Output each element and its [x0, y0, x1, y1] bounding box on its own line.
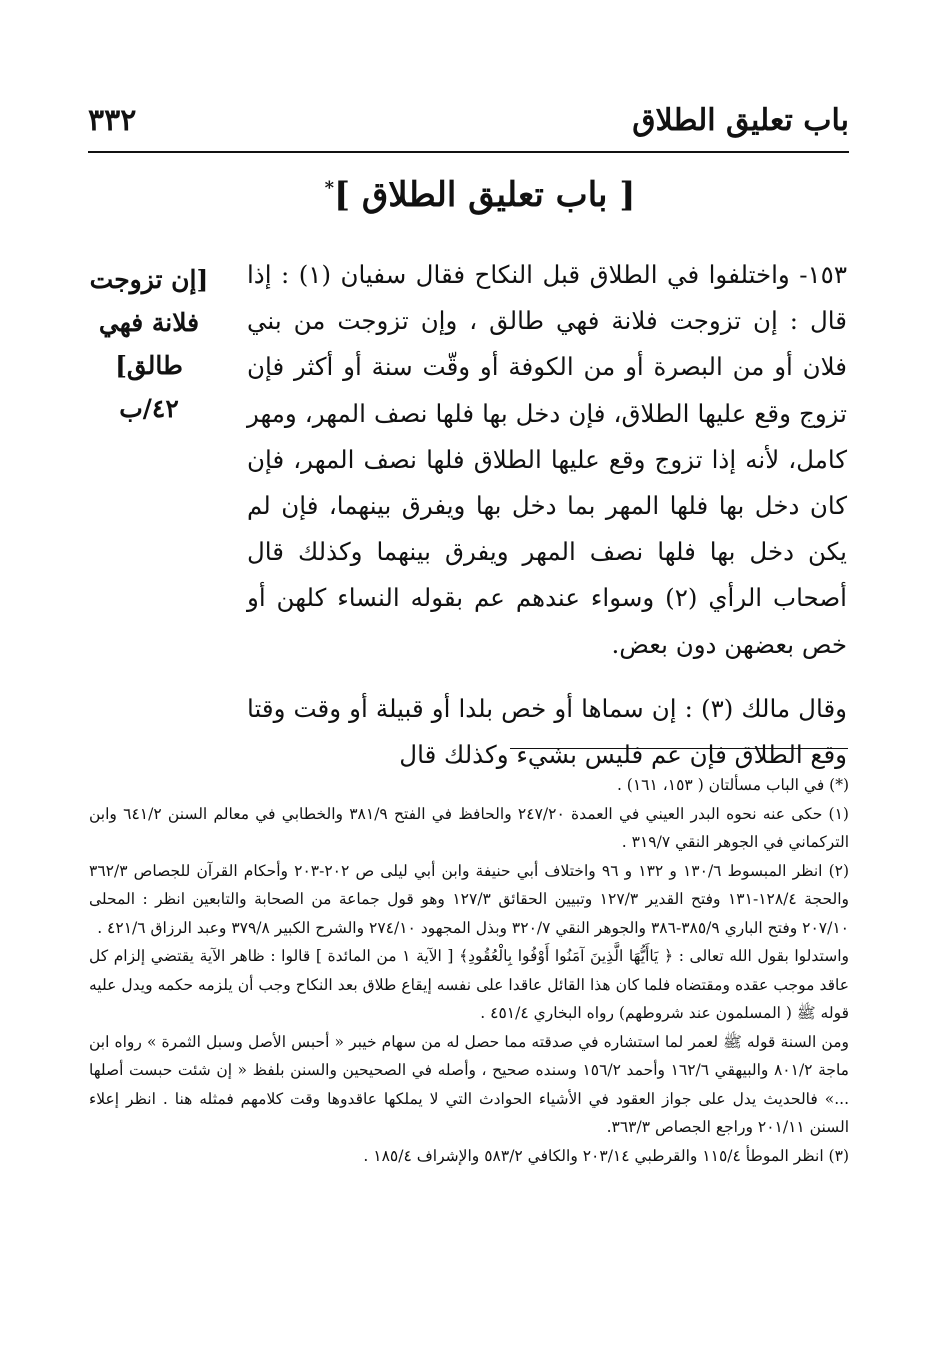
- margin-note-line: فلانة فهي: [98, 308, 200, 337]
- main-text: [247, 252, 847, 778]
- margin-note-line: [إن تزوجت: [89, 265, 209, 294]
- paragraph-153: ١٥٣- واختلفوا في الطلاق قبل النكاح فقال سفيان (١) : إذا قال : إن تزوجت فلانة فهي طالق ، وإن تزوجت من بني فلان أو من البصرة أو من الكوفة أو وقّت سنة أو أكثر فإن تزوج وقع عليها الطلاق، فإن دخل بها فلها نصف المهر، ومهر كامل، لأنه إذا تزوج وقع عليها الطلاق فلها نصف المهر، فإن كان دخل بها فلها المهر بما دخل بها ويفرق بينهما، فإن لم يكن دخل بها فلها نصف المهر ويفرق بينهما وكذلك قال أصحاب الرأي (٢) وسواء عندهم عم بقوله النساء كلهن أو خص بعضهن دون بعض.: [247, 260, 847, 659]
- footnote-2: (٢) انظر المبسوط ١٣٠/٦ و ١٣٢ و ٩٦ واختلاف أبي حنيفة وابن أبي ليلى ص ٢٠٢-٢٠٣ وأحكام القرآن للجصاص ٣٦٢/٣ والحجة ١٢٨/٤-١٣١ وفتح القدير ١٢٧/٣ وتبيين الحقائق ١٢٧/٣ وهو قول جماعة من الصحابة والتابعين انظر : المحلى ٢٠٧/١٠ وفتح الباري ٣٨٥/٩-٣٨٦ والجوهر النقي ٣٢٠/٧ وبذل المجهود ٢٧٤/١٠ والشرح الكبير ٣٧٩/٨ وعبد الرزاق ٤٢١/٦ .: [89, 861, 850, 937]
- margin-note: [88, 258, 210, 430]
- running-title: باب تعليق الطلاق: [632, 103, 849, 138]
- footnote-2-continued: واستدلوا بقول الله تعالى : ﴿ يَاأَيُّهَا الَّذِينَ آمَنُوا أَوْفُوا بِالْعُقُودِ﴾ [ الآية ١ من المائدة ] قالوا : ظاهر الآية يقتضي إلزام كل عاقد موجب عقده ومقتضاه فلما كان هذا القائل عاقدا على نفسه إيقاع طلاق بعد النكاح وجب أن يلزمه حكمه ويدل عليه قوله ﷺ ( المسلمون عند شروطهم) رواه البخاري ٤٥١/٤ .: [89, 947, 849, 1022]
- footnote-1: (١) حكى عنه نحوه البدر العيني في العمدة ٢٤٧/٢٠ والحافظ في الفتح ٣٨١/٩ والخطابي في معالم السنن ٦٤١/٢ وابن التركماني في الجوهر النقي ٣١٩/٧ .: [89, 804, 849, 851]
- page-number: ٣٣٢: [88, 103, 137, 138]
- chapter-title-text: [ باب تعليق الطلاق ]: [333, 175, 636, 215]
- manuscript-folio-ref: ٤٢/ب: [119, 394, 179, 423]
- chapter-footnote-marker: *: [324, 177, 334, 199]
- margin-note-line: طالق]: [115, 351, 183, 380]
- footnote-star: (*) في الباب مسألتان ( ١٥٣، ١٦١) .: [616, 776, 849, 794]
- footnote-separator: [510, 748, 848, 749]
- footnote-3: (٣) انظر الموطأ ١١٥/٤ والقرطبي ٢٠٣/١٤ والكافي ٥٨٣/٢ والإشراف ١٨٥/٤ .: [363, 1146, 849, 1165]
- paragraph-malik: وقال مالك (٣) : إن سماها أو خص بلدا أو قبيلة أو وقت وقتا وقع الطلاق فإن عم فليس بشيء وكذلك قال: [247, 693, 847, 770]
- footnote-2-continued: ومن السنة قوله ﷺ لعمر لما استشاره في صدقته مما حصل له من سهام خيبر « أحبس الأصل وسبل الثمرة » رواه ابن ماجة ٨٠١/٢ والبيهقي ١٦٢/٦ وأحمد ١٥٦/٢ وسنده صحيح ، وأصله في الصحيحين والسنن بلفظ « إن شئت حبست أصلها ...» فالحديث يدل على جواز العقود في الأشياء الحوادث التي لا يملكها عاقدوها وقت كلامهم فمثله هنا . انظر إعلاء السنن ٢٠١/١١ وراجع الجصاص ٣٦٣/٣.: [89, 1032, 849, 1136]
- footnotes: [89, 771, 849, 1170]
- page-header: [88, 103, 849, 153]
- chapter-title: [200, 175, 760, 215]
